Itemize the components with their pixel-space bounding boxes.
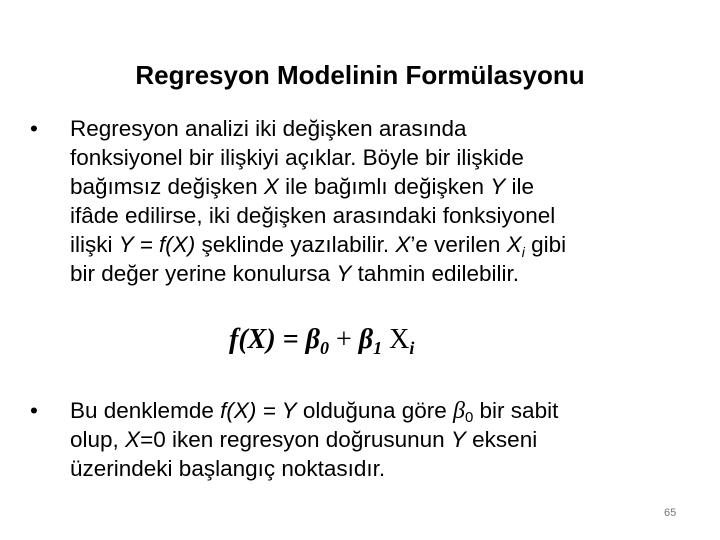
bullet-2-line-3: üzerindeki başlangıç noktasıdır. xyxy=(70,456,386,481)
bullet-1-line-6: bir değer yerine konulursa Y tahmin edilebilir. xyxy=(70,261,520,286)
bullet-1-line-5: ilişki Y = f(X) şeklinde yazılabilir. X’e verilen $X_i$ gibi xyxy=(70,232,567,260)
bullet-1-line-3: bağımsız değişken X ile bağımlı değişken Y ile xyxy=(70,174,535,199)
slide-title: Regresyon Modelinin Formülasyonu xyxy=(135,60,585,90)
bullet-1-line-4: ifâde edilirse, iki değişken arasındaki fonksiyonel xyxy=(70,203,556,228)
regression-formula: $f(X) = \beta_0 + \beta_1$ $X_i$ xyxy=(229,324,415,358)
page-number: 65 xyxy=(664,507,677,519)
bullet-marker: • xyxy=(30,116,38,141)
bullet-marker: • xyxy=(30,398,38,423)
bullet-2-line-1: Bu denklemde f(X) = Y olduğuna göre β0 bir sabit xyxy=(70,398,559,426)
bullet-2-line-2: olup, X=0 iken regresyon doğrusunun Y ekseni xyxy=(70,427,538,452)
bullet-1-line-1: Regresyon analizi iki değişken arasında xyxy=(70,116,467,141)
bullet-1-line-2: fonksiyonel bir ilişkiyi açıklar. Böyle bir ilişkide xyxy=(70,145,524,170)
